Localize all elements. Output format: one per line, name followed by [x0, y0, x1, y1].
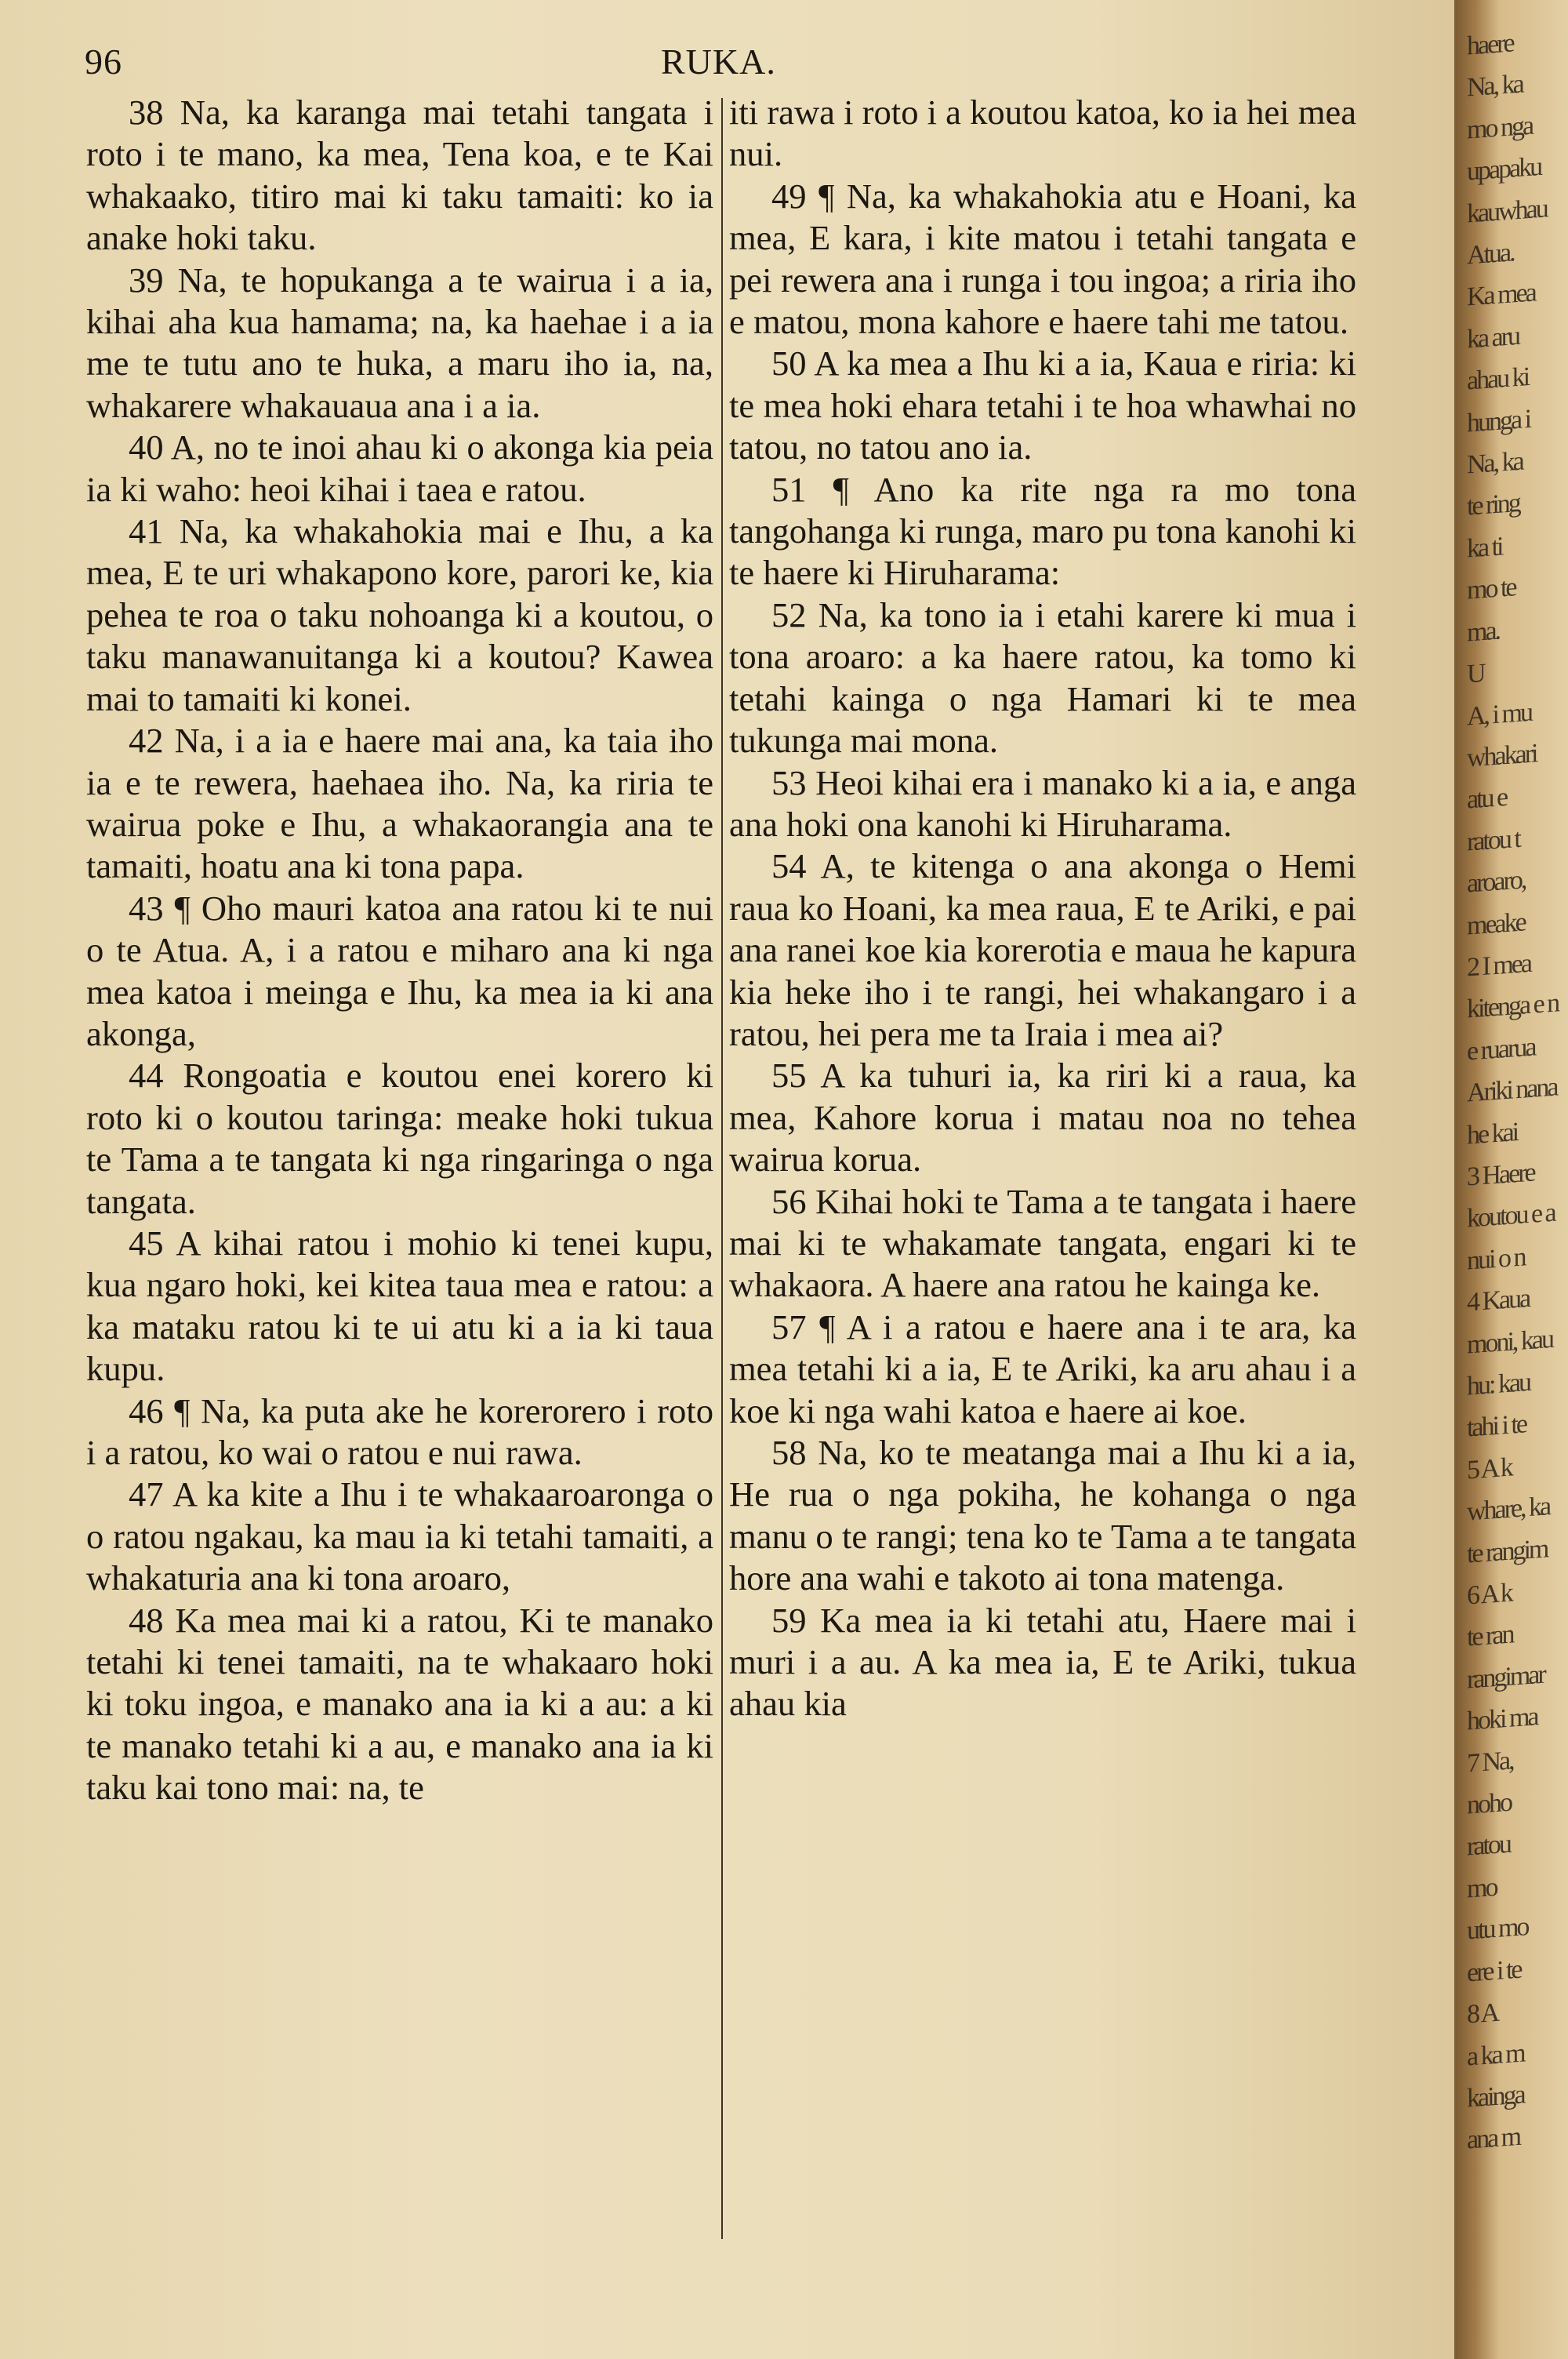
verse-number: 45: [129, 1223, 164, 1263]
verse-text: Na, ka puta ake he korerorero i roto i a ratou, ko wai o ratou e nui rawa.: [86, 1390, 714, 1472]
verse: [729, 845, 1356, 1055]
verse-number: 55: [771, 1056, 807, 1096]
verse: [86, 720, 713, 888]
verse-number: 40: [129, 427, 164, 467]
verse: [729, 1055, 1356, 1180]
left-column: [86, 92, 713, 1809]
verse-text: Na, i a ia e haere mai ana, ka taia iho ia e te rewera, haehaea iho. Na, ka riria te wairua poke e Ihu, a whakaorangia ana te tamaiti, hoatu ana ki tona papa.: [86, 721, 713, 886]
verse-number: 58: [771, 1433, 807, 1472]
page-number: 96: [85, 42, 122, 82]
verse-text: Ano ka rite nga ra mo tona tangohanga ki runga, maro pu tona kanohi ki te haere ki Hiruharama:: [729, 469, 1357, 593]
verse-text: Ka mea mai ki a ratou, Ki te manako tetahi ki tenei tamaiti, na te whakaaro hoki ki toku ingoa, e manako ana ia ki a au: a ki te manako tetahi ki a au, e manako ana ia ki taku kai tono mai: na, te: [86, 1600, 713, 1808]
verse: [86, 427, 713, 511]
verse: [86, 888, 713, 1056]
verse: [729, 469, 1356, 594]
verse: [86, 1390, 713, 1474]
verse: [86, 1600, 713, 1809]
verse: [86, 511, 713, 720]
verse-number: 43: [129, 888, 164, 928]
facing-page-fragment: haere Na, ka mo nga upapaku kauwhau Atua. Ka mea ka aru ahau ki hunga i Na, ka te ring ka ti mo te ma. U A, i mu whakari atu e ratou t aroaro, meake 2 I mea kitenga e n e ruarua Ariki nana he kai 3 Haere koutou e a nui o n 4 Kaua moni, kau hu: kau tahi i te 5 A k whare, ka te rangim 6 A k te ran rangimar hoki ma 7 Na, noho ratou mo utu mo ere i te 8 A a ka m kainga ana m: [1467, 28, 1559, 2155]
verse-text: A i a ratou e haere ana i te ara, ka mea tetahi ki a ia, E te Ariki, ka aru ahau i a koe ki nga wahi katoa e haere ai koe.: [729, 1307, 1356, 1430]
verse-number: 59: [771, 1600, 807, 1640]
verse: [729, 1432, 1356, 1600]
verse-text: Rongoatia e koutou enei korero ki roto ki o koutou taringa: meake hoki tukua te Tama a te tangata ki nga ringaringa o nga tangata.: [86, 1056, 713, 1221]
verse-number: 52: [771, 594, 807, 634]
verse-text: A, no te inoi ahau ki o akonga kia peia ia ki waho: heoi kihai i taea e ratou.: [86, 427, 713, 509]
verse: [729, 1307, 1356, 1432]
verse-number: 47: [129, 1474, 164, 1514]
verse-number: 38: [129, 93, 164, 132]
verse-number: 49: [771, 176, 807, 216]
verse-number: 41: [129, 511, 164, 551]
verse-number: 42: [129, 721, 164, 761]
verse: [729, 762, 1356, 846]
verse-text: Na, ka tono ia i etahi karere ki mua i tona aroaro: a ka haere ratou, ka tomo ki tetahi kainga o nga Hamari ki te mea tukunga mai mona.: [729, 594, 1356, 761]
verse-text: Na, ka karanga mai tetahi tangata i roto i te mano, ka mea, Tena koa, e te Kai whakaako, titiro mai ki taku tamaiti: ko ia anake hoki taku.: [86, 93, 713, 258]
verse: [86, 260, 713, 427]
verse-number: 56: [771, 1181, 807, 1221]
verse-number: 39: [129, 260, 164, 300]
verse: [86, 1055, 713, 1223]
pilcrow-mark: ¶: [174, 1390, 191, 1430]
running-title: RUKA.: [661, 42, 776, 82]
verse-number: 51: [771, 469, 807, 509]
verse-text: Na, ka whakahokia atu e Hoani, ka mea, E kara, i kite matou i tetahi tangata e pei rewera ana i runga i tou ingoa; a riria iho e matou, mona kahore e haere tahi me tatou.: [729, 176, 1356, 342]
verse-text: Kihai hoki te Tama a te tangata i haere mai ki te whakamate tangata, engari ki te whakaora. A haere ana ratou he kainga ke.: [729, 1181, 1356, 1305]
right-column: [729, 92, 1356, 1725]
pilcrow-mark: ¶: [174, 888, 191, 928]
verse-text: Heoi kihai era i manako ki a ia, e anga ana hoki ona kanohi ki Hiruharama.: [729, 762, 1356, 844]
verse: [729, 1600, 1356, 1725]
pilcrow-mark: ¶: [818, 176, 835, 216]
verse: [86, 1474, 713, 1599]
verse-text: A kihai ratou i mohio ki tenei kupu, kua ngaro hoki, kei kitea taua mea e ratou: a ka mataku ratou ki te ui atu ki a ia ki taua kupu.: [86, 1223, 713, 1389]
verse-text: Na, te hopukanga a te wairua i a ia, kihai aha kua hamama; na, ka haehae i a ia me te tutu ano te huka, a maru iho ia, na, whakarere whakauaua ana i a ia.: [86, 260, 714, 425]
verse: [729, 92, 1356, 176]
verse: [729, 343, 1356, 468]
verse-number: 53: [771, 762, 807, 802]
verse-text: A, te kitenga o ana akonga o Hemi raua ko Hoani, ka mea raua, E te Ariki, e pai ana ranei koe kia korerotia e maua he kapura kia heke iho i te rangi, hei whakangaro i a ratou, hei pera me ta Iraia i mea ai?: [729, 846, 1356, 1053]
pilcrow-mark: ¶: [819, 1307, 836, 1347]
verse: [86, 1223, 713, 1390]
verse-number: 46: [129, 1390, 164, 1430]
verse-number: 50: [771, 343, 807, 383]
verse-number: 44: [129, 1056, 164, 1096]
facing-page-gutter: [1454, 0, 1568, 2359]
verse-text: Na, ko te meatanga mai a Ihu ki a ia, He rua o nga pokiha, he kohanga o nga manu o te rangi; tena ko te Tama a te tangata hore ana wahi e takoto ai tona matenga.: [729, 1433, 1356, 1598]
verse-number: 54: [771, 846, 807, 886]
pilcrow-mark: ¶: [833, 469, 849, 509]
verse: [86, 92, 713, 260]
verse-text: A ka tuhuri ia, ka riri ki a raua, ka mea, Kahore korua i matau noa no tehea wairua korua.: [729, 1056, 1356, 1180]
column-divider: [721, 98, 723, 2239]
verse: [729, 594, 1356, 762]
verse-text: A ka kite a Ihu i te whakaaroaronga o o ratou ngakau, ka mau ia ki tetahi tamaiti, a whakaturia ana ki tona aroaro,: [86, 1474, 713, 1598]
verse-text: A ka mea a Ihu ki a ia, Kaua e riria: ki te mea hoki ehara tetahi i te hoa whawhai no tatou, no tatou ano ia.: [729, 343, 1356, 467]
verse-text: Ka mea ia ki tetahi atu, Haere mai i muri i a au. A ka mea ia, E te Ariki, tukua ahau kia: [729, 1600, 1356, 1724]
verse-text: Na, ka whakahokia mai e Ihu, a ka mea, E te uri whakapono kore, parori ke, kia pehea te roa o taku nohoanga ki a koutou, o taku manawanuitanga ki a koutou? Kawea mai to tamaiti ki konei.: [86, 511, 713, 718]
verse: [729, 176, 1356, 343]
verse: [729, 1181, 1356, 1307]
verse-text: Oho mauri katoa ana ratou ki te nui o te Atua. A, i a ratou e miharo ana ki nga mea katoa i meinga e Ihu, ka mea ia ki ana akonga,: [86, 888, 713, 1053]
verse-text: iti rawa i roto i a koutou katoa, ko ia hei mea nui.: [729, 93, 1356, 174]
verse-number: 48: [129, 1600, 164, 1640]
verse-number: 57: [771, 1307, 807, 1347]
